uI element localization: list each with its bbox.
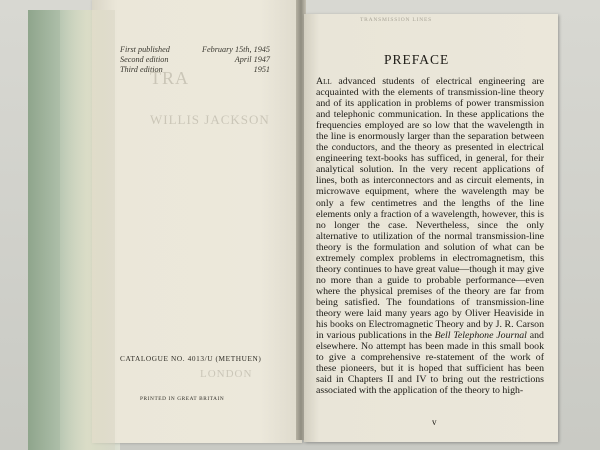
page-number: v bbox=[432, 417, 437, 427]
show-through-imprint: LONDON bbox=[200, 368, 253, 380]
body-text-part-1: advanced students of electrical engineering are acquainted with the elements of transmission-line theory and of its application in problems of power transmission and telephonic communication. In these applications the frequencies employed are so low that the wavelength in the line is enormously larger than the separation between the conductors, and the theory as presented in electrical engineering text-books has sufficed, in general, for their analytical solution. In the very recent applications of lines, both as interconnectors and as circuit elements, in microwave equipment, where the wavelength may be only a few centimetres and the lengths of the line elements only a fraction of a wavelength, however, this is no longer the case. Nevertheless, since the only alternative to utilization of the normal transmission-line theory is the formulation and solution of what can be extremely complex problems in electromagnetism, this theory continues to have great value—though it may give no more than a guide to probable performance—even where the physical premises of the theory are far from being satisfied. The foundations of transmission-line theory were laid many years ago by Oliver Heaviside in his books on Electromagnetic Theory and by J. R. Carson in various publications in the bbox=[316, 76, 544, 342]
show-through-running-head: TRANSMISSION LINES bbox=[360, 17, 433, 23]
edition-history bbox=[120, 45, 270, 75]
edition-date: 1951 bbox=[253, 65, 270, 74]
edition-label: Second edition bbox=[120, 55, 169, 64]
edition-label: First published bbox=[120, 45, 170, 54]
book-spine-binding bbox=[60, 10, 115, 450]
show-through-title: TRA bbox=[150, 68, 189, 88]
edition-date: April 1947 bbox=[234, 55, 270, 64]
edition-row bbox=[120, 55, 270, 65]
edition-date: February 15th, 1945 bbox=[202, 45, 270, 54]
body-text-part-2: and elsewhere. No attempt has been made in this small book to give a comprehensive re-statement of the work of these pioneers, but it is hoped that sufficient has been said in Chapters II and IV to bring out the restrictions associated with the application of the theory to high- bbox=[316, 330, 544, 397]
page-title: PREFACE bbox=[384, 52, 450, 67]
printed-in-notice: PRINTED IN GREAT BRITAIN bbox=[140, 396, 225, 402]
edition-label: Third edition bbox=[120, 65, 163, 74]
edition-row bbox=[120, 65, 270, 75]
show-through-author: WILLIS JACKSON bbox=[150, 112, 270, 127]
edition-row bbox=[120, 45, 270, 55]
journal-title: Bell Telephone Journal bbox=[434, 330, 527, 342]
body-first-word: All bbox=[316, 76, 332, 87]
catalogue-number: CATALOGUE NO. 4013/U (METHUEN) bbox=[120, 354, 262, 363]
preface-body bbox=[316, 76, 544, 396]
